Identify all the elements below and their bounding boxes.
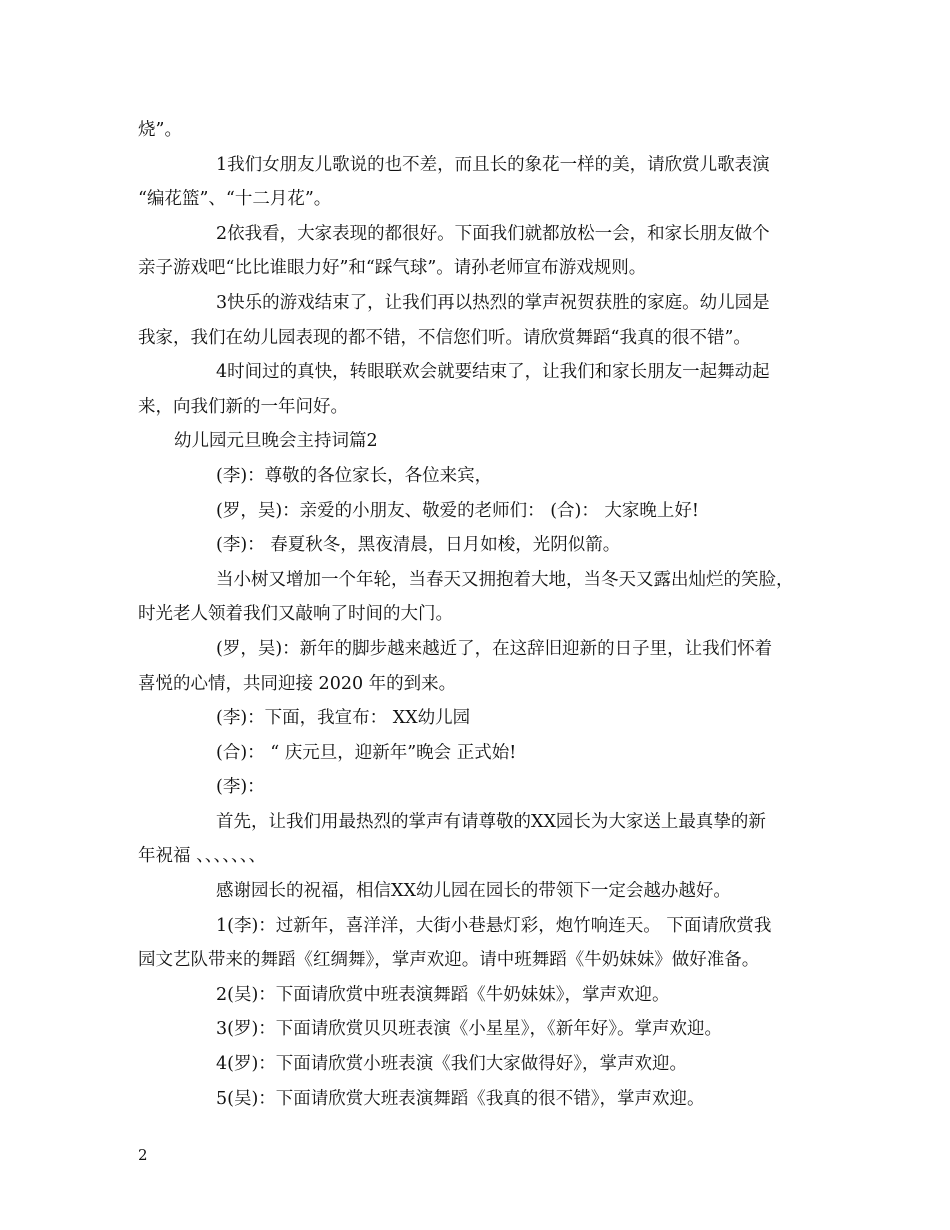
text-line: 5(吴)：下面请欣赏大班表演舞蹈《我真的很不错》，掌声欢迎。: [216, 1088, 705, 1109]
text-line: “编花篮”、“十二月花”。: [138, 189, 332, 210]
text-line: 3(罗)：下面请欣赏贝贝班表演《小星星》，《新年好》。掌声欢迎。: [216, 1019, 723, 1040]
text-line: 首先，让我们用最热烈的掌声有请尊敬的XX园长为大家送上最真挚的新: [216, 811, 766, 832]
text-line: 我家，我们在幼儿园表现的都不错，不信您们听。请欣赏舞蹈“我真的很不错”。: [138, 327, 751, 348]
text-line: 4(罗)：下面请欣赏小班表演《我们大家做得好》，掌声欢迎。: [216, 1054, 688, 1075]
text-line: (合)： “ 庆元旦，迎新年”晚会 正式始!: [216, 742, 517, 763]
page-number: 2: [138, 1146, 148, 1164]
text-line: 3快乐的游戏结束了，让我们再以热烈的掌声祝贺获胜的家庭。幼儿园是: [216, 292, 770, 313]
text-line: (李)： 春夏秋冬，黑夜清晨，日月如梭，光阴似箭。: [216, 535, 621, 556]
text-line: 1我们女朋友儿歌说的也不差，而且长的象花一样的美，请欣赏儿歌表演: [216, 154, 770, 175]
text-line: 时光老人领着我们又敲响了时间的大门。: [138, 604, 453, 625]
text-line: 4时间过的真快，转眼联欢会就要结束了，让我们和家长朋友一起舞动起: [216, 362, 770, 383]
text-line: 喜悦的心情，共同迎接 2020 年的到来。: [138, 673, 457, 694]
document-body: [138, 113, 818, 1116]
text-line: (李)：: [216, 777, 265, 798]
text-line: 2(吴)：下面请欣赏中班表演舞蹈《牛奶妹妹》，掌声欢迎。: [216, 984, 670, 1005]
text-line: 园文艺队带来的舞蹈《红绸舞》，掌声欢迎。请中班舞蹈《牛奶妹妹》做好准备。: [138, 950, 760, 971]
text-line: (李)：尊敬的各位家长，各位来宾，: [216, 465, 493, 486]
text-line: (李)：下面，我宣布： XX幼儿园: [216, 708, 471, 729]
text-line: 来，向我们新的一年问好。: [138, 396, 348, 417]
text-line: (罗，吴)：亲爱的小朋友、敬爱的老师们： (合)： 大家晚上好!: [216, 500, 699, 521]
text-line: (罗，吴)：新年的脚步越来越近了，在这辞旧迎新的日子里，让我们怀着: [216, 638, 773, 659]
text-line: 烧”。: [138, 120, 182, 140]
text-line: 年祝福 、、、、、、、: [138, 846, 267, 867]
text-line: 亲子游戏吧“比比谁眼力好”和“踩气球”。请孙老师宣布游戏规则。: [138, 258, 647, 279]
section-heading: 幼儿园元旦晚会主持词篇2: [174, 431, 378, 452]
text-line: 1(李)：过新年，喜洋洋，大街小巷悬灯彩，炮竹响连天。 下面请欣赏我: [216, 915, 772, 936]
text-line: 2依我看，大家表现的都很好。下面我们就都放松一会，和家长朋友做个: [216, 223, 770, 244]
text-line: 当小树又增加一个年轮，当春天又拥抱着大地，当冬天又露出灿烂的笑脸，: [216, 569, 794, 590]
text-line: 感谢园长的祝福，相信XX幼儿园在园长的带领下一定会越办越好。: [216, 881, 731, 902]
